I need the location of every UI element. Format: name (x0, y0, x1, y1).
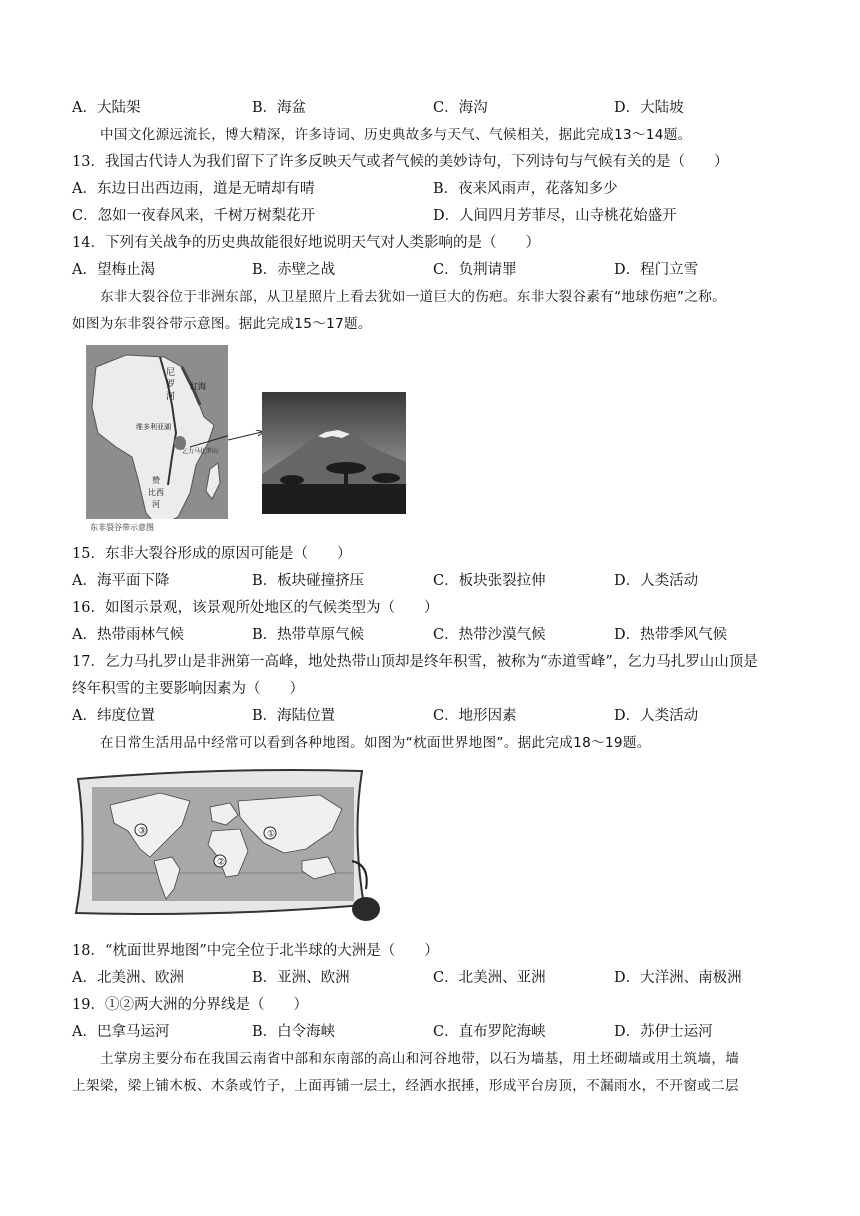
q16-stem: 16．如图示景观，该景观所处地区的气候类型为（ ） (72, 600, 439, 616)
intro-20-line2: 上架梁，梁上铺木板、木条或竹子，上面再铺一层土，经洒水抿捶，形成平台房顶，不漏雨水，不开窗或二层 (72, 1078, 739, 1094)
q17-stem-line1: 17．乞力马扎罗山是非洲第一高峰，地处热带山顶却是终年积雪，被称为“赤道雪峰”，乞力马扎罗山山顶是 (72, 654, 758, 670)
q18-stem: 18．“枕面世界地图”中完全位于北半球的大洲是（ ） (72, 943, 439, 959)
q16-option-c: C．热带沙漠气候 (433, 627, 546, 643)
q16-option-b: B．热带草原气候 (252, 627, 365, 643)
kilimanjaro-photo (262, 392, 406, 514)
q12-option-a: A．大陆架 (72, 100, 141, 116)
map-label-2: ② (217, 857, 226, 868)
q15-option-a: A．海平面下降 (72, 573, 170, 589)
pillow-world-map (70, 765, 382, 927)
q19-option-b: B．白令海峡 (252, 1024, 336, 1040)
label-red-sea: 红海 (190, 382, 206, 391)
label-zambezi-1: 赞 (152, 476, 160, 485)
label-nile-3: 河 (166, 392, 176, 402)
q12-option-d: D．大陆坡 (614, 100, 684, 116)
q14-option-b: B．赤壁之战 (252, 262, 336, 278)
q18-option-a: A．北美洲、欧洲 (72, 970, 184, 986)
q13-option-a: A．东边日出西边雨，道是无晴却有晴 (72, 181, 315, 197)
q13-stem: 13．我国古代诗人为我们留下了许多反映天气或者气候的美妙诗句，下列诗句与气候有关的是（ ） (72, 154, 729, 170)
q13-option-c: C．忽如一夜春风来，千树万树梨花开 (72, 208, 316, 224)
q17-option-b: B．海陆位置 (252, 708, 336, 724)
intro-18-19: 在日常生活用品中经常可以看到各种地图。如图为“枕面世界地图”。据此完成18～19题。 (100, 735, 651, 751)
q14-option-d: D．程门立雪 (614, 262, 699, 278)
q13-option-d: D．人间四月芳菲尽，山寺桃花始盛开 (433, 208, 677, 224)
map-caption: 东非裂谷带示意图 (90, 523, 154, 532)
map-label-3: ③ (138, 826, 147, 837)
q17-option-d: D．人类活动 (614, 708, 699, 724)
intro-20-line1: 土掌房主要分布在我国云南省中部和东南部的高山和河谷地带，以石为墙基，用土坯砌墙或用土筑墙，墙 (100, 1051, 740, 1067)
q14-option-c: C．负荆请罪 (433, 262, 517, 278)
q15-stem: 15．东非大裂谷形成的原因可能是（ ） (72, 546, 352, 562)
q12-option-c: C．海沟 (433, 100, 488, 116)
label-nile-1: 尼 (166, 368, 176, 378)
q17-option-c: C．地形因素 (433, 708, 517, 724)
intro-15-17-line1: 东非大裂谷位于非洲东部，从卫星照片上看去犹如一道巨大的伤疤。东非大裂谷素有“地球伤疤”之称。 (100, 289, 727, 305)
q15-option-c: C．板块张裂拉伸 (433, 573, 546, 589)
q14-stem: 14．下列有关战争的历史典故能很好地说明天气对人类影响的是（ ） (72, 235, 540, 251)
intro-15-17-line2: 如图为东非裂谷带示意图。据此完成15～17题。 (72, 316, 372, 332)
intro-13-14: 中国文化源远流长，博大精深，许多诗词、历史典故多与天气、气候相关，据此完成13～14题。 (100, 127, 692, 143)
q19-option-c: C．直布罗陀海峡 (433, 1024, 546, 1040)
q14-option-a: A．望梅止渴 (72, 262, 155, 278)
q16-option-a: A．热带雨林气候 (72, 627, 184, 643)
q19-option-a: A．巴拿马运河 (72, 1024, 170, 1040)
q19-option-d: D．苏伊士运河 (614, 1024, 713, 1040)
map-label-1: ① (267, 829, 276, 840)
q17-option-a: A．纬度位置 (72, 708, 155, 724)
label-nile-2: 罗 (166, 380, 176, 390)
label-zambezi-2: 比西 (148, 488, 164, 497)
q16-option-d: D．热带季风气候 (614, 627, 728, 643)
label-zambezi-3: 河 (152, 500, 160, 509)
label-victoria: 维多利亚湖 (136, 423, 171, 431)
q15-option-d: D．人类活动 (614, 573, 699, 589)
q17-stem-line2: 终年积雪的主要影响因素为（ ） (72, 681, 304, 697)
q12-option-b: B．海盆 (252, 100, 307, 116)
label-kilimanjaro: 乞力马扎罗山 (182, 448, 219, 455)
q13-option-b: B．夜来风雨声，花落知多少 (433, 181, 618, 197)
q19-stem: 19．①②两大洲的分界线是（ ） (72, 997, 308, 1013)
east-africa-rift-map (86, 345, 228, 533)
q18-option-d: D．大洋洲、南极洲 (614, 970, 742, 986)
q18-option-b: B．亚洲、欧洲 (252, 970, 350, 986)
q15-option-b: B．板块碰撞挤压 (252, 573, 365, 589)
q18-option-c: C．北美洲、亚洲 (433, 970, 546, 986)
